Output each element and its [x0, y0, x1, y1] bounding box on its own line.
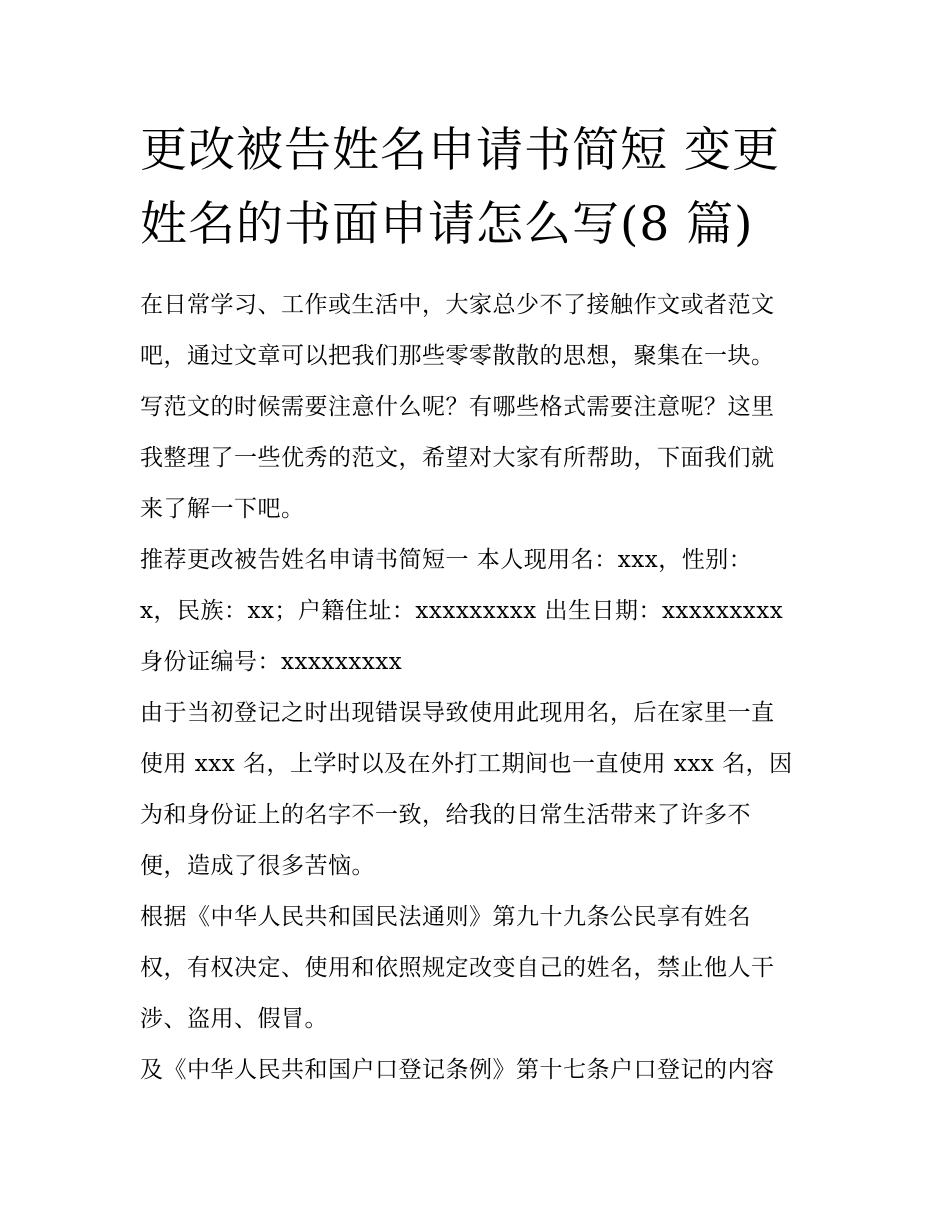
text-line: 使用 xxx 名，上学时以及在外打工期间也一直使用 xxx 名，因 — [140, 751, 793, 777]
text-line: 由于当初登记之时出现错误导致使用此现用名，后在家里一直 — [140, 700, 775, 726]
text-line: 来了解一下吧。 — [140, 496, 305, 522]
text-line: 写范文的时候需要注意什么呢？有哪些格式需要注意呢？这里 — [140, 394, 775, 420]
text-line: 根据《中华人民共和国民法通则》第九十九条公民享有姓名 — [140, 904, 751, 930]
paragraph-regulation — [140, 1045, 814, 1096]
paragraph-reason — [140, 688, 814, 892]
text-line: x，民族：xx；户籍住址：xxxxxxxxx 出生日期：xxxxxxxxx — [140, 598, 784, 624]
text-line: 吧，通过文章可以把我们那些零零散散的思想，聚集在一块。 — [140, 343, 775, 369]
text-line: 在日常学习、工作或生活中，大家总少不了接触作文或者范文 — [140, 292, 775, 318]
text-line: 权，有权决定、使用和依照规定改变自己的姓名，禁止他人干 — [140, 955, 775, 981]
paragraph-intro — [140, 280, 814, 535]
paragraph-personal-info — [140, 535, 814, 688]
document-content — [140, 114, 814, 1096]
title-line: 姓名的书面申请怎么写(8 篇) — [140, 197, 754, 252]
paragraph-legal-basis — [140, 892, 814, 1045]
text-line: 便，造成了很多苦恼。 — [140, 853, 375, 879]
text-line: 推荐更改被告姓名申请书简短一 本人现用名：xxx，性别： — [140, 547, 753, 573]
text-line: 我整理了一些优秀的范文，希望对大家有所帮助，下面我们就 — [140, 445, 775, 471]
text-line: 涉、盗用、假冒。 — [140, 1006, 328, 1032]
text-line: 及《中华人民共和国户口登记条例》第十七条户口登记的内容 — [140, 1057, 775, 1083]
text-line: 身份证编号：xxxxxxxxx — [140, 649, 403, 675]
title-line: 更改被告姓名申请书简短 变更 — [140, 123, 780, 178]
text-line: 为和身份证上的名字不一致，给我的日常生活带来了许多不 — [140, 802, 751, 828]
document-title — [140, 114, 814, 262]
document-body — [140, 280, 814, 1096]
